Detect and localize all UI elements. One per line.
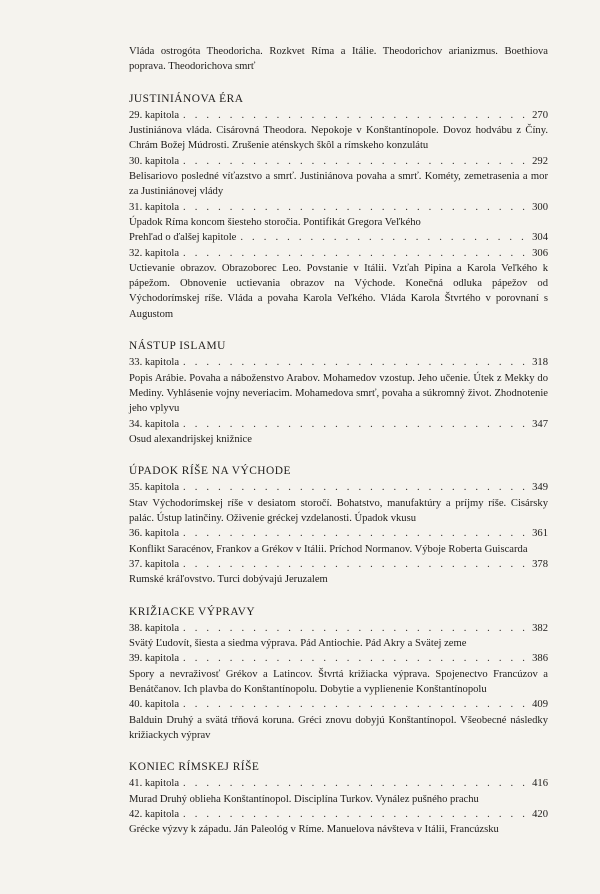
chapter-entry[interactable] (129, 557, 548, 572)
chapter-label: 36. kapitola (129, 528, 180, 540)
chapter-entry[interactable] (129, 108, 548, 123)
chapter-description: Spory a nevraživosť Grékov a Latincov. Štvrtá križiacka výprava. Spojenectvo Francúzov a Benátčanov. Ich plavba do Konštantínopolu. Dobytie a vyplienenie Konštantínopolu (129, 668, 548, 695)
page-number: 361 (532, 528, 548, 540)
chapter-description: Belisariovo posledné víťazstvo a smrť. Justiniánova povaha a smrť. Kométy, zemetrasenia a mor za Justiniánovej vlády (129, 171, 548, 198)
page-number: 306 (532, 247, 548, 259)
chapter-label: 41. kapitola (129, 778, 180, 790)
chapter-description: Svätý Ľudovít, šiesta a siedma výprava. Pád Antiochie. Pád Akry a Svätej zeme (129, 638, 467, 650)
dot-leader (183, 200, 528, 215)
dot-leader (183, 355, 528, 370)
page-number: 378 (532, 558, 548, 570)
page-number: 318 (532, 357, 548, 369)
section-spacer (129, 588, 548, 605)
chapter-label: 38. kapitola (129, 622, 180, 634)
chapter-label: 35. kapitola (129, 482, 180, 494)
page-number: 304 (532, 232, 548, 244)
chapter-label: 37. kapitola (129, 558, 180, 570)
dot-leader (183, 776, 528, 791)
chapter-entry[interactable] (129, 621, 548, 636)
page-number: 416 (532, 778, 548, 790)
section-heading: NÁSTUP ISLAMU (129, 340, 226, 353)
toc-section (129, 760, 548, 837)
chapter-description: Stav Východorímskej ríše v desiatom storočí. Bohatstvo, manufaktúry a príjmy ríše. Cisársky palác. Ústup latinčiny. Oživenie gréckej vzdelanosti. Úpadok vkusu (129, 497, 548, 525)
chapter-label: Prehľad o ďalšej kapitole (129, 232, 237, 244)
chapter-entry[interactable] (129, 480, 548, 495)
chapter-entry[interactable] (129, 355, 548, 370)
chapter-entry[interactable] (129, 246, 548, 261)
page-number: 349 (532, 482, 548, 494)
chapter-label: 31. kapitola (129, 201, 180, 213)
chapter-label: 29. kapitola (129, 109, 180, 121)
chapter-description: Murad Druhý oblieha Konštantínopol. Disciplína Turkov. Vynález pušného prachu (129, 793, 479, 805)
chapter-entry[interactable] (129, 200, 548, 215)
chapter-entry[interactable] (129, 807, 548, 822)
chapter-entry[interactable] (129, 417, 548, 432)
chapter-entry[interactable] (129, 154, 548, 169)
dot-leader (183, 526, 528, 541)
chapter-description: Grécke výzvy k západu. Ján Paleológ v Ríme. Manuelova návšteva v Itálii, Francúzsku (129, 824, 499, 836)
page-number: 382 (532, 622, 548, 634)
chapter-label: 34. kapitola (129, 418, 180, 430)
chapter-description: Osud alexandrijskej knižnice (129, 433, 252, 445)
chapter-description: Konflikt Saracénov, Frankov a Grékov v Itálii. Príchod Normanov. Výboje Roberta Guiscarda (129, 543, 528, 555)
chapter-description: Úpadok Ríma koncom šiesteho storočia. Pontifikát Gregora Veľkého (129, 216, 421, 228)
section-spacer (129, 75, 548, 92)
page-number: 409 (532, 699, 548, 711)
chapter-entry[interactable] (129, 651, 548, 666)
page-number: 300 (532, 201, 548, 213)
toc-section (129, 605, 548, 744)
toc-section (129, 464, 548, 587)
section-heading: KONIEC RÍMSKEJ RÍŠE (129, 761, 260, 774)
page-number: 270 (532, 109, 548, 121)
chapter-label: 30. kapitola (129, 155, 180, 167)
section-spacer (129, 322, 548, 339)
section-spacer (129, 447, 548, 464)
chapter-entry[interactable] (129, 526, 548, 541)
dot-leader (183, 651, 528, 666)
chapter-description: Popis Arábie. Povaha a náboženstvo Arabov. Mohamedov vzostup. Jeho učenie. Útek z Mekky do Mediny. Vyhlásenie vojny neveriacim. Mohamedova smrť, povaha a súkromný život. Zhodnotenie jeho vplyvu (129, 372, 548, 415)
dot-leader (183, 697, 528, 712)
dot-leader (183, 108, 528, 123)
chapter-label: 42. kapitola (129, 809, 180, 821)
page-number: 420 (532, 809, 548, 821)
chapter-description: Rumské kráľovstvo. Turci dobývajú Jeruzalem (129, 574, 328, 586)
dot-leader (183, 621, 528, 636)
chapter-label: 39. kapitola (129, 653, 180, 665)
page-number: 386 (532, 653, 548, 665)
chapter-entry[interactable] (129, 230, 548, 245)
dot-leader (183, 807, 528, 822)
chapter-label: 40. kapitola (129, 699, 180, 711)
section-heading: KRIŽIACKE VÝPRAVY (129, 605, 256, 618)
page-number: 347 (532, 418, 548, 430)
dot-leader (183, 154, 528, 169)
table-of-contents (129, 44, 548, 838)
chapter-label: 32. kapitola (129, 247, 180, 259)
chapter-description: Balduin Druhý a svätá tŕňová koruna. Gréci znovu dobyjú Konštantínopol. Všeobecné následky križiackych výprav (129, 714, 548, 741)
dot-leader (183, 246, 528, 261)
dot-leader (183, 557, 528, 572)
chapter-entry[interactable] (129, 697, 548, 712)
dot-leader (183, 480, 528, 495)
chapter-label: 33. kapitola (129, 357, 180, 369)
section-spacer (129, 743, 548, 760)
toc-section (129, 339, 548, 447)
chapter-description: Uctievanie obrazov. Obrazoborec Leo. Povstanie v Itálii. Vzťah Pipina a Karola Veľkého k pápežom. Obnovenie uctievania obrazov na Východe. Konečná odluka pápežov od Východorímskej ríše. Vláda a povaha Karola Veľkého. Vláda Karola Štvrtého v porovnaní s Augustom (129, 262, 548, 320)
section-heading: ÚPADOK RÍŠE NA VÝCHODE (129, 465, 291, 478)
chapter-entry[interactable] (129, 776, 548, 791)
toc-section (129, 92, 548, 322)
toc-sections (129, 75, 548, 838)
dot-leader (183, 417, 528, 432)
page-number: 292 (532, 155, 548, 167)
section-heading: JUSTINIÁNOVA ÉRA (129, 92, 244, 105)
intro-paragraph: Vláda ostrogóta Theodoricha. Rozkvet Ríma a Itálie. Theodorichov arianizmus. Boethiova poprava. Theodorichova smrť (129, 46, 548, 73)
dot-leader (240, 230, 528, 245)
chapter-description: Justiniánova vláda. Cisárovná Theodora. Nepokoje v Konštantínopole. Dovoz hodvábu z Číny. Chrám Božej Múdrosti. Zrušenie aténskych škôl a rímskeho konzulátu (129, 125, 548, 152)
